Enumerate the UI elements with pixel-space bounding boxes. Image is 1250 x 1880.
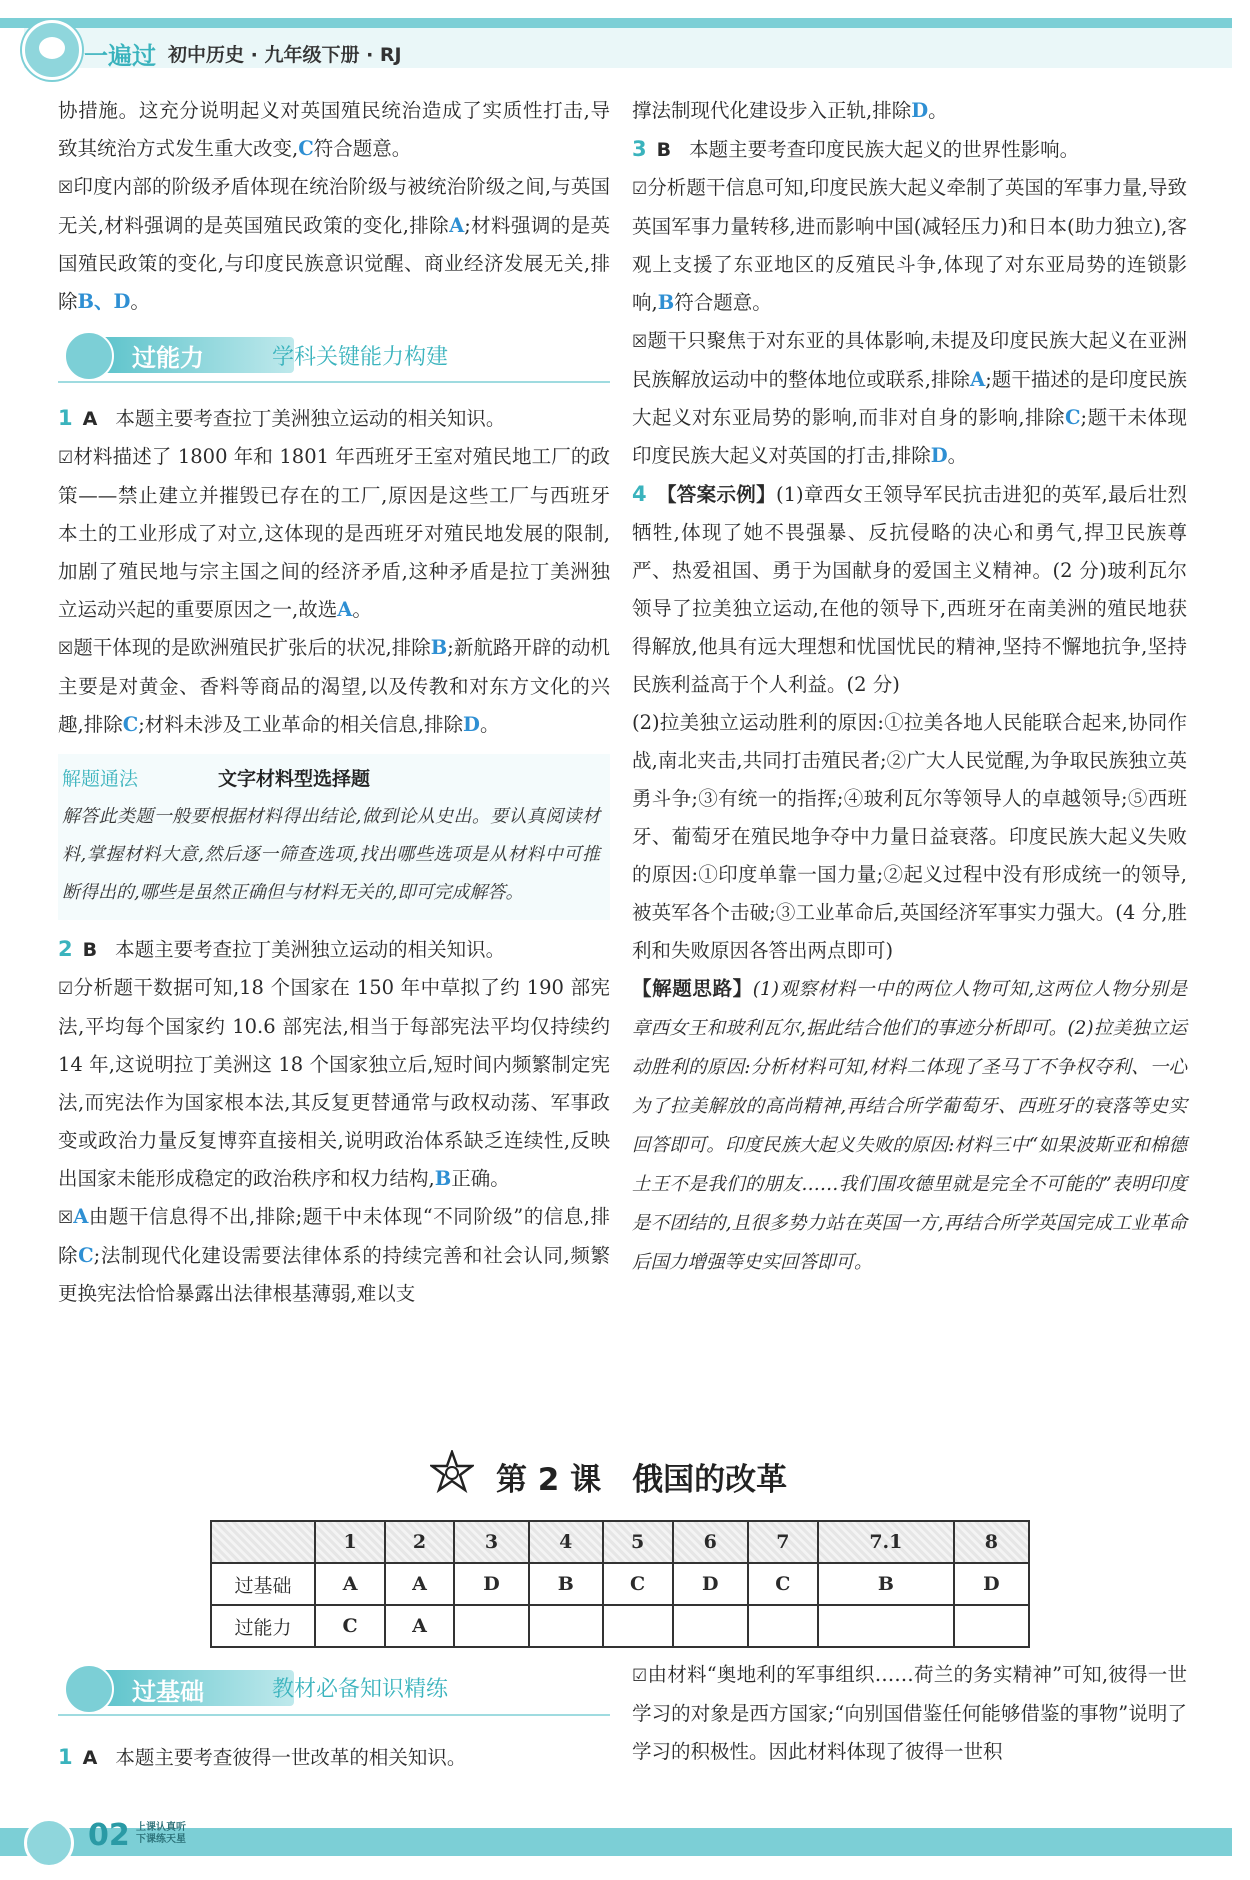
tip-body: 解答此类题一般要根据材料得出结论,做到论从史出。要认真阅读材料,掌握材料大意,然后逐一筛查选项,找出哪些选项是从材料中可推断得出的,哪些是虽然正确但与材料无关的,即可完成解答。 <box>62 806 600 903</box>
header-stripe <box>0 18 1232 28</box>
header-cell <box>211 1521 315 1563</box>
cross-box-icon: ☒ <box>58 639 74 659</box>
paragraph: ☒题干只聚焦于对东亚的具体影响,未提及印度民族大起义在亚洲民族解放运动中的整体地位或联系,排除A;题干描述的是印度民族大起义对东亚局势的影响,而非对自身的影响,排除C;题干未体现印度民族大起义对英国的打击,排除D。 <box>632 329 1187 467</box>
header-cell: 7.1 <box>818 1521 954 1563</box>
check-box-icon: ☑ <box>632 1666 648 1686</box>
question-3: 3 B 本题主要考查印度民族大起义的世界性影响。 <box>632 137 1080 161</box>
header-cell: 5 <box>603 1521 673 1563</box>
paragraph: ☑分析题干数据可知,18 个国家在 150 年中草拟了约 190 部宪法,平均每个国家约 10.6 部宪法,相当于每部宪法平均仅持续约 14 年,这说明拉丁美洲这 18 个国家独立后,短时间内频繁制定宪法,而宪法作为国家根本法,其反复更替通常与政权动荡、军事政变或政治力量反复博弈直接相关,说明政治体系缺乏连续性,反映出国家未能形成稳定的政治秩序和权力结构,B正确。 <box>58 976 610 1190</box>
answer-cell: C <box>315 1605 385 1647</box>
mascot-icon <box>64 1664 114 1714</box>
section-title: 过基础 <box>132 1678 204 1706</box>
answer-cell: D <box>454 1563 529 1605</box>
check-box-icon: ☑ <box>632 179 648 199</box>
header-cell: 8 <box>954 1521 1029 1563</box>
thinking: 【解题思路】(1)观察材料一中的两位人物可知,这两位人物分别是章西女王和玻利瓦尔,据此结合他们的事迹分析即可。(2)拉美独立运动胜利的原因:分析材料可知,材料二体现了圣马丁不争权夺利、一心为了拉美解放的高尚精神,再结合所学葡萄牙、西班牙的衰落等史实回答即可。印度民族大起义失败的原因:材料三中“如果波斯亚和棉德土王不是我们的朋友……我们围攻德里就是完全不可能的”表明印度是不团结的,且很多势力站在英国一方,再结合所学英国完成工业革命后国力增强等史实回答即可。 <box>632 977 1187 1273</box>
paragraph: ☒印度内部的阶级矛盾体现在统治阶级与被统治阶级之间,与英国无关,材料强调的是英国殖民政策的变化,排除A;材料强调的是英国殖民政策的变化,与印度民族意识觉醒、商业经济发展无关,排除B、D。 <box>58 175 610 313</box>
paragraph: ☑材料描述了 1800 年和 1801 年西班牙王室对殖民地工厂的政策——禁止建立并摧毁已存在的工厂,原因是这些工厂与西班牙本土的工业形成了对立,这体现的是西班牙对殖民地发展的限制,加剧了殖民地与宗主国之间的经济矛盾,这种矛盾是拉丁美洲独立运动兴起的重要原因之一,故选A。 <box>58 445 610 621</box>
mascot-logo-icon <box>22 20 82 80</box>
header-cell: 7 <box>748 1521 818 1563</box>
bottom-left <box>58 1738 610 1777</box>
section-subtitle: 学科关键能力构建 <box>272 345 449 370</box>
question-1: 1 A 本题主要考查彼得一世改革的相关知识。 <box>58 1745 467 1769</box>
header-cell: 6 <box>673 1521 748 1563</box>
answer-cell: C <box>748 1563 818 1605</box>
check-box-icon: ☑ <box>58 979 74 999</box>
row-label: 过能力 <box>211 1605 315 1647</box>
answer-cell: D <box>673 1563 748 1605</box>
mascot-logo-icon <box>24 1818 74 1868</box>
question-4: 4 【答案示例】(1)章西女王领导军民抗击进犯的英军,最后壮烈牺牲,体现了她不畏强暴、反抗侵略的决心和勇气,捍卫民族尊严、热爱祖国、勇于为国献身的爱国主义精神。(2 分)玻利瓦尔领导了拉美独立运动,在他的领导下,西班牙在南美洲的殖民地获得解放,他具有远大理想和忧国忧民的精神,坚持不懈地抗争,坚持民族利益高于个人利益。(2 分) <box>632 482 1187 696</box>
tip-box <box>58 754 610 920</box>
right-column <box>632 92 1187 1282</box>
answer-cell: B <box>529 1563 603 1605</box>
answer-cell <box>454 1605 529 1647</box>
paragraph: (2)拉美独立运动胜利的原因:①拉美各地人民能联合起来,协同作战,南北夹击,共同打击殖民者;②广大人民觉醒,为争取民族独立英勇斗争;③有统一的指挥;④玻利瓦尔等领导人的卓越领导;⑤西班牙、葡萄牙在殖民地争夺中力量日益衰落。印度民族大起义失败的原因:①印度单靠一国力量;②起义过程中没有形成统一的领导,被英军各个击破;③工业革命后,英国经济军事实力强大。(4 分,胜利和失败原因各答出两点即可) <box>632 711 1187 962</box>
answer-cell: A <box>385 1563 454 1605</box>
answer-table <box>210 1520 1030 1648</box>
answer-cell: C <box>603 1563 673 1605</box>
answer-cell <box>954 1605 1029 1647</box>
mascot-icon <box>64 331 114 381</box>
check-box-icon: ☑ <box>58 448 74 468</box>
table-row <box>211 1563 1029 1605</box>
paragraph: 撑法制现代化建设步入正轨,排除D。 <box>632 99 948 122</box>
paragraph: ☒题干体现的是欧洲殖民扩张后的状况,排除B;新航路开辟的动机主要是对黄金、香料等商品的渴望,以及传教和对东方文化的兴趣,排除C;材料未涉及工业革命的相关信息,排除D。 <box>58 636 610 736</box>
section-title: 过能力 <box>132 344 204 372</box>
header-cell: 2 <box>385 1521 454 1563</box>
tip-head: 解题通法 <box>62 768 139 790</box>
section-header-ability <box>58 327 610 385</box>
answer-cell <box>673 1605 748 1647</box>
answer-cell: B <box>818 1563 954 1605</box>
book-subject: 初中历史 · 九年级下册 · RJ <box>168 44 402 66</box>
answer-cell <box>818 1605 954 1647</box>
section-subtitle: 教材必备知识精练 <box>272 1677 449 1702</box>
header-cell: 3 <box>454 1521 529 1563</box>
page-number: 02 <box>88 1818 130 1853</box>
bottom-right <box>632 1656 1187 1771</box>
lesson-title: 第 2 课 俄国的改革 <box>496 1462 788 1498</box>
left-column <box>58 92 610 1313</box>
table-header-row <box>211 1521 1029 1563</box>
star-icon <box>430 1450 474 1494</box>
brand-name: 一遍过 <box>84 42 156 70</box>
answer-cell <box>603 1605 673 1647</box>
row-label: 过基础 <box>211 1563 315 1605</box>
paragraph: ☒A由题干信息得不出,排除;题干中未体现“不同阶级”的信息,排除C;法制现代化建设需要法律体系的持续完善和社会认同,频繁更换宪法恰恰暴露出法律根基薄弱,难以支 <box>58 1205 610 1305</box>
answer-cell: D <box>954 1563 1029 1605</box>
cross-box-icon: ☒ <box>58 1208 74 1228</box>
question-1: 1 A 本题主要考查拉丁美洲独立运动的相关知识。 <box>58 406 506 430</box>
answer-cell <box>529 1605 603 1647</box>
paragraph: ☑分析题干信息可知,印度民族大起义牵制了英国的军事力量,导致英国军事力量转移,进而影响中国(减轻压力)和日本(助力独立),客观上支援了东亚地区的反殖民斗争,体现了对东亚局势的连锁影响,B符合题意。 <box>632 176 1187 314</box>
cross-box-icon: ☒ <box>632 332 648 352</box>
answer-cell <box>748 1605 818 1647</box>
paragraph: ☑由材料“奥地利的军事组织……荷兰的务实精神”可知,彼得一世学习的对象是西方国家;“向别国借鉴任何能够借鉴的事物”说明了学习的积极性。因此材料体现了彼得一世积 <box>632 1663 1187 1763</box>
answer-cell: A <box>385 1605 454 1647</box>
header-cell: 1 <box>315 1521 385 1563</box>
tip-title: 文字材料型选择题 <box>218 768 371 790</box>
paragraph: 协措施。这充分说明起义对英国殖民统治造成了实质性打击,导致其统治方式发生重大改变,C符合题意。 <box>58 99 610 160</box>
header-cell: 4 <box>529 1521 603 1563</box>
cross-box-icon: ☒ <box>58 178 74 198</box>
footer-slogan: 上课认真听 下课练天星 <box>136 1822 186 1845</box>
section-header-basic <box>58 1660 610 1718</box>
question-2: 2 B 本题主要考查拉丁美洲独立运动的相关知识。 <box>58 937 506 961</box>
table-row <box>211 1605 1029 1647</box>
answer-cell: A <box>315 1563 385 1605</box>
